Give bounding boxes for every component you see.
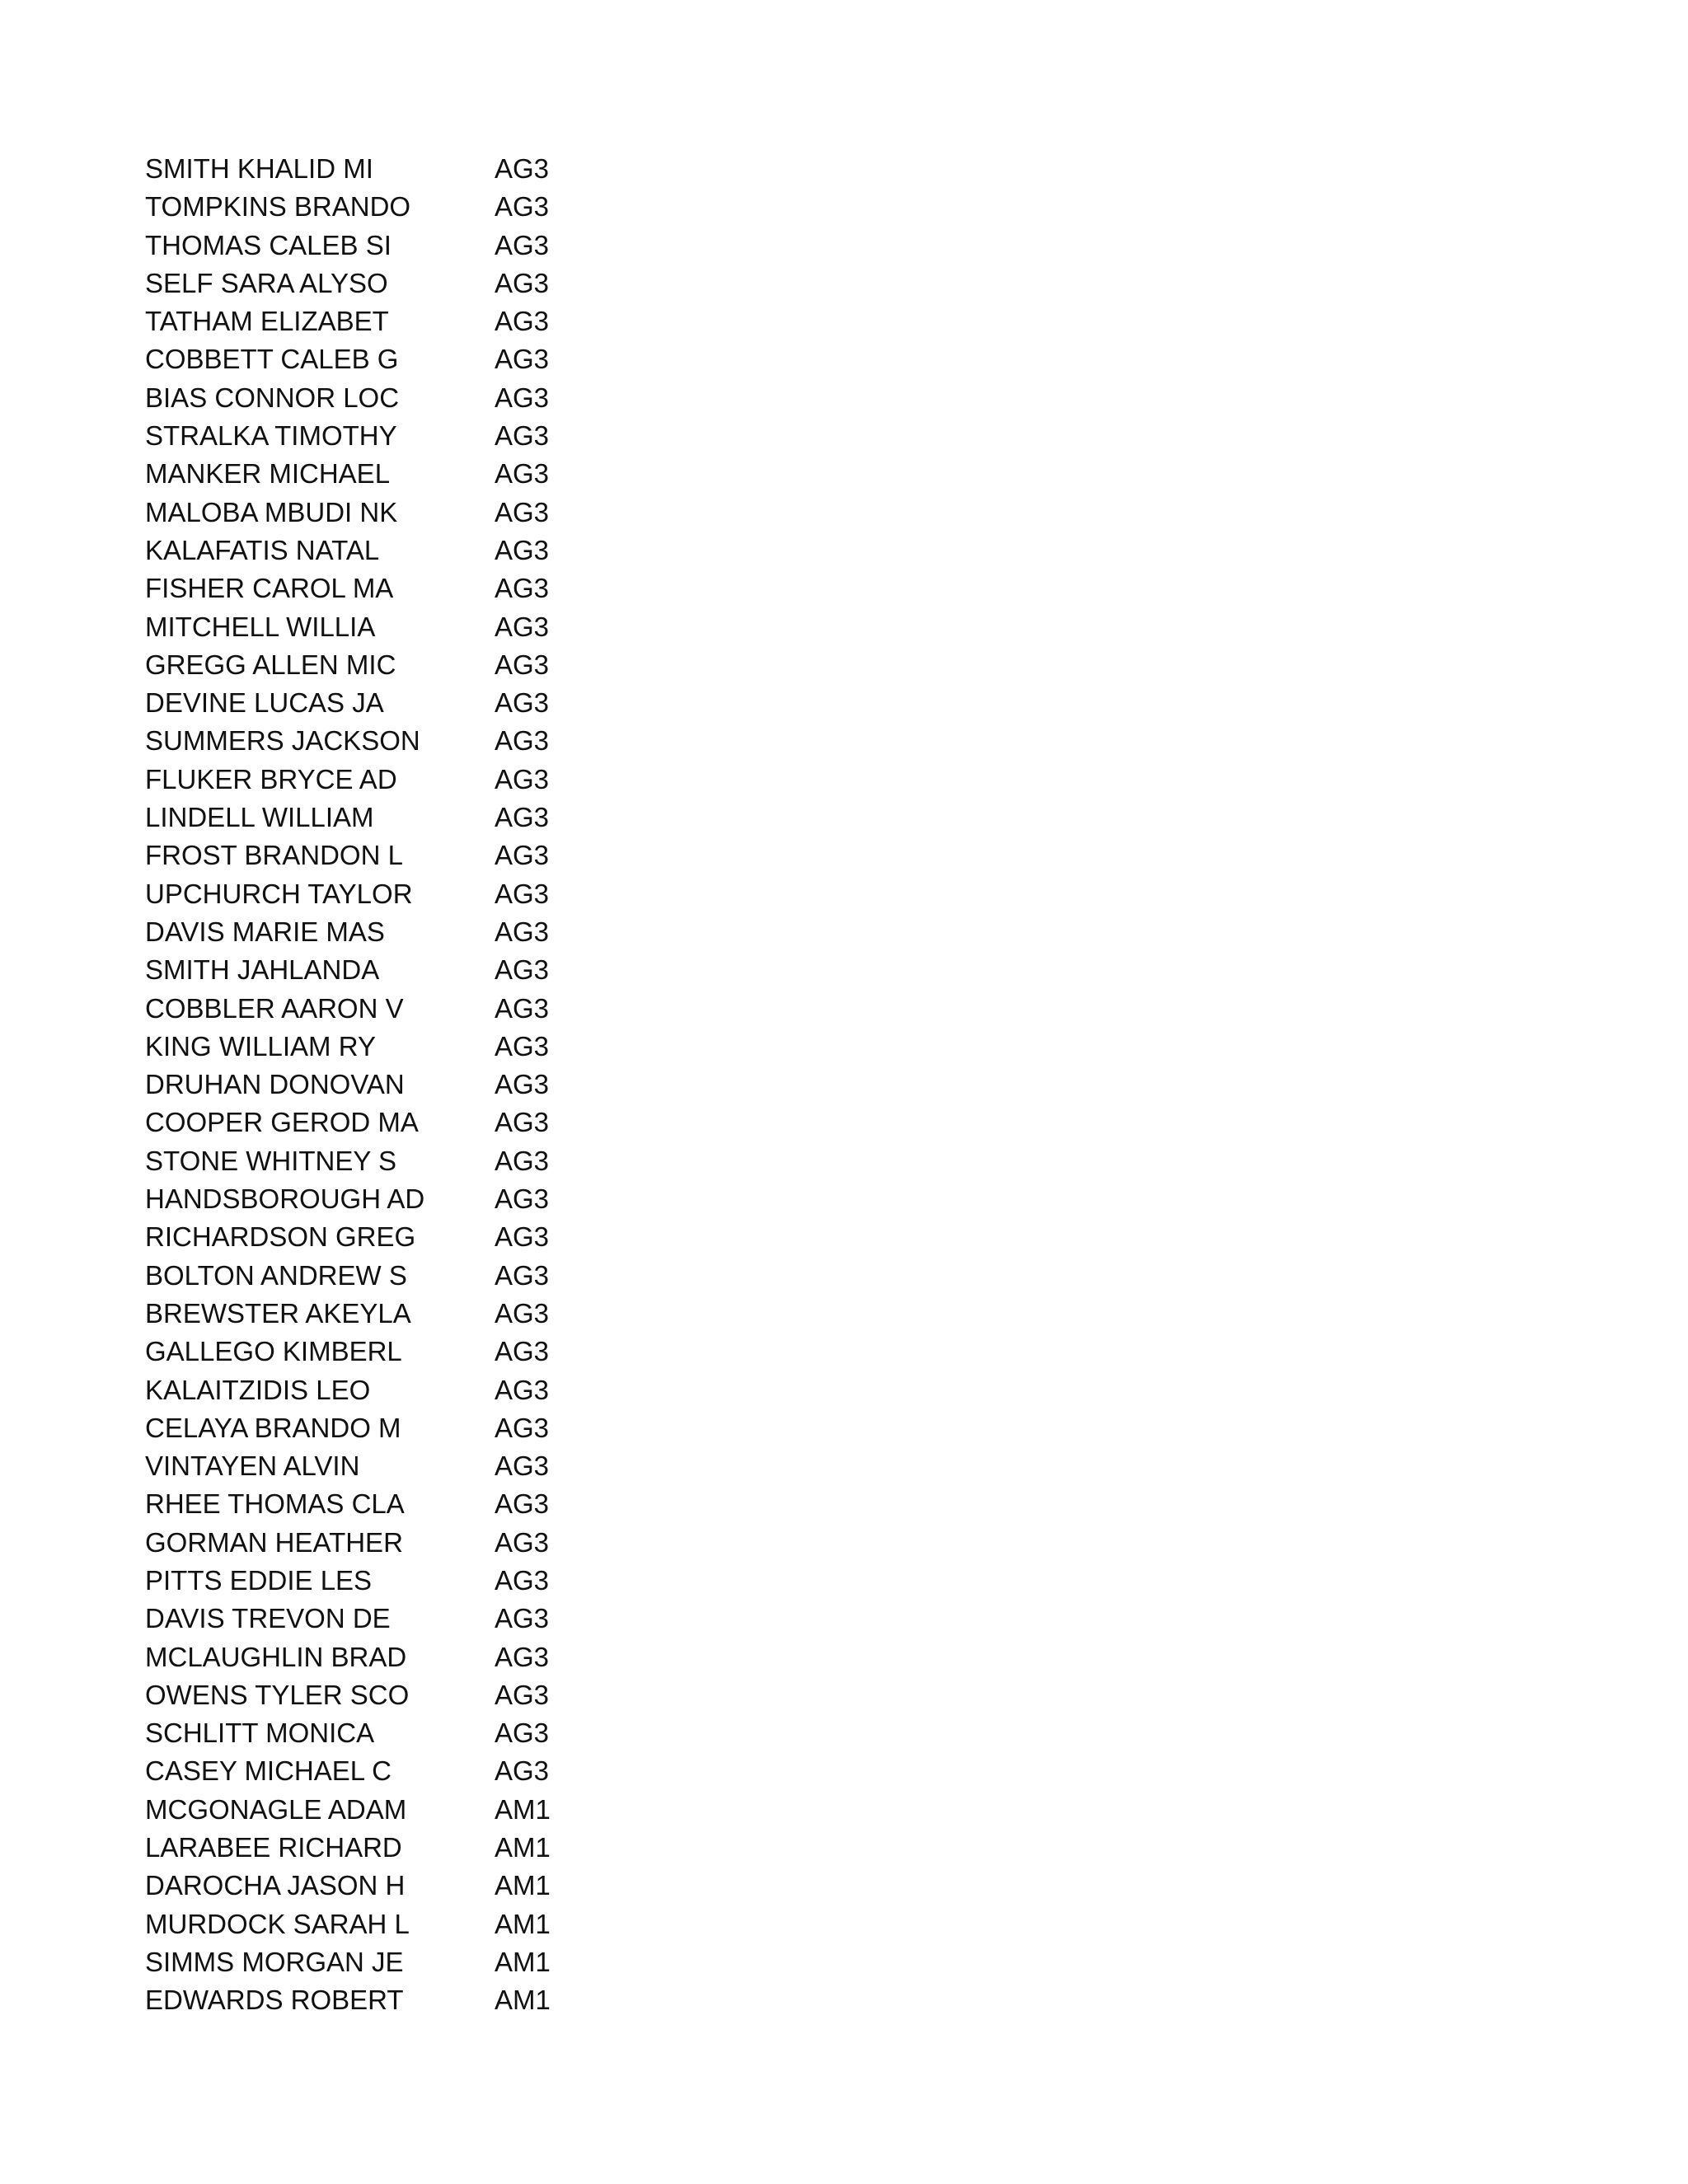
roster-name: RICHARDSON GREG: [145, 1221, 416, 1253]
roster-code: AG3: [495, 954, 550, 986]
roster-row: [145, 265, 656, 302]
roster-code: AG3: [495, 878, 550, 909]
roster-name: DAVIS MARIE MAS: [145, 916, 385, 947]
roster-name: THOMAS CALEB SI: [145, 229, 392, 260]
roster-name: COBBETT CALEB G: [145, 344, 399, 375]
roster-name: TOMPKINS BRANDO: [145, 191, 411, 223]
roster-code: AG3: [495, 1526, 550, 1558]
roster-row: [145, 1218, 656, 1256]
roster-name: BIAS CONNOR LOC: [145, 382, 400, 413]
roster-row: [145, 1333, 656, 1371]
roster-name: GREGG ALLEN MIC: [145, 649, 396, 680]
roster-code: AG3: [495, 229, 550, 260]
roster-name: LARABEE RICHARD: [145, 1832, 402, 1863]
roster-code: AG3: [495, 992, 550, 1024]
roster-name: SUMMERS JACKSON: [145, 725, 420, 757]
roster-code: AG3: [495, 1030, 550, 1062]
roster-row: [145, 1905, 656, 1943]
roster-name: FLUKER BRYCE AD: [145, 763, 397, 794]
roster-name: TATHAM ELIZABET: [145, 306, 389, 337]
roster-row: [145, 340, 656, 378]
roster-name: COOPER GEROD MA: [145, 1107, 419, 1138]
roster-list: [145, 150, 656, 2020]
roster-row: [145, 1676, 656, 1714]
roster-row: [145, 1943, 656, 1981]
roster-name: FROST BRANDON L: [145, 840, 403, 871]
roster-row: [145, 379, 656, 417]
roster-code: AG3: [495, 1221, 550, 1253]
roster-name: GALLEGO KIMBERL: [145, 1336, 402, 1367]
roster-code: AG3: [495, 382, 550, 413]
roster-name: PITTS EDDIE LES: [145, 1564, 373, 1596]
roster-row: [145, 1524, 656, 1562]
roster-code: AG3: [495, 1145, 550, 1176]
roster-name: MALOBA MBUDI NK: [145, 496, 398, 527]
roster-row: [145, 799, 656, 837]
roster-row: [145, 1638, 656, 1676]
roster-name: OWENS TYLER SCO: [145, 1679, 410, 1710]
roster-code: AG3: [495, 611, 550, 642]
roster-row: [145, 1257, 656, 1295]
roster-code: AG3: [495, 1336, 550, 1367]
roster-row: [145, 951, 656, 989]
roster-code: AG3: [495, 725, 550, 757]
roster-row: [145, 1791, 656, 1829]
roster-row: [145, 875, 656, 913]
roster-name: MITCHELL WILLIA: [145, 611, 376, 642]
roster-code: AG3: [495, 573, 550, 604]
roster-row: [145, 913, 656, 951]
roster-code: AG3: [495, 916, 550, 947]
roster-name: DAROCHA JASON H: [145, 1870, 406, 1901]
roster-name: KING WILLIAM RY: [145, 1030, 376, 1062]
roster-name: BOLTON ANDREW S: [145, 1259, 407, 1291]
roster-name: CASEY MICHAEL C: [145, 1755, 392, 1787]
roster-name: GORMAN HEATHER: [145, 1526, 403, 1558]
roster-code: AG3: [495, 153, 550, 184]
roster-row: [145, 569, 656, 607]
roster-row: [145, 532, 656, 569]
roster-name: SCHLITT MONICA: [145, 1718, 375, 1749]
roster-code: AM1: [495, 1908, 551, 1939]
roster-row: [145, 1829, 656, 1867]
roster-name: FISHER CAROL MA: [145, 573, 394, 604]
roster-code: AM1: [495, 1832, 551, 1863]
roster-code: AG3: [495, 1679, 550, 1710]
roster-row: [145, 722, 656, 760]
roster-row: [145, 1142, 656, 1180]
roster-name: MCGONAGLE ADAM: [145, 1793, 407, 1825]
roster-code: AM1: [495, 1946, 551, 1977]
roster-name: STONE WHITNEY S: [145, 1145, 396, 1176]
roster-code: AG3: [495, 649, 550, 680]
roster-code: AG3: [495, 267, 550, 298]
roster-row: [145, 417, 656, 455]
roster-row: [145, 1409, 656, 1447]
roster-code: AG3: [495, 344, 550, 375]
roster-name: SMITH KHALID MI: [145, 153, 373, 184]
roster-row: [145, 227, 656, 265]
roster-name: DAVIS TREVON DE: [145, 1603, 391, 1634]
roster-row: [145, 646, 656, 684]
roster-code: AG3: [495, 1488, 550, 1520]
roster-code: AG3: [495, 1641, 550, 1672]
roster-code: AG3: [495, 1183, 550, 1215]
roster-row: [145, 1981, 656, 2019]
roster-code: AG3: [495, 1451, 550, 1482]
roster-name: CELAYA BRANDO M: [145, 1412, 401, 1443]
roster-row: [145, 302, 656, 340]
roster-row: [145, 1180, 656, 1218]
roster-code: AM1: [495, 1870, 551, 1901]
roster-name: MANKER MICHAEL: [145, 458, 391, 490]
roster-code: AG3: [495, 840, 550, 871]
roster-code: AG3: [495, 1069, 550, 1100]
roster-code: AG3: [495, 191, 550, 223]
roster-name: VINTAYEN ALVIN: [145, 1451, 360, 1482]
roster-name: RHEE THOMAS CLA: [145, 1488, 405, 1520]
roster-name: BREWSTER AKEYLA: [145, 1297, 411, 1329]
roster-row: [145, 1028, 656, 1066]
roster-name: KALAITZIDIS LEO: [145, 1374, 371, 1405]
roster-code: AG3: [495, 687, 550, 719]
roster-row: [145, 1562, 656, 1600]
roster-row: [145, 188, 656, 226]
roster-code: AG3: [495, 420, 550, 452]
roster-row: [145, 1867, 656, 1905]
roster-row: [145, 837, 656, 874]
roster-code: AM1: [495, 1985, 551, 2016]
roster-name: MURDOCK SARAH L: [145, 1908, 410, 1939]
roster-code: AG3: [495, 1259, 550, 1291]
roster-name: SELF SARA ALYSO: [145, 267, 388, 298]
roster-code: AG3: [495, 763, 550, 794]
roster-row: [145, 494, 656, 532]
roster-row: [145, 1066, 656, 1104]
roster-code: AG3: [495, 1564, 550, 1596]
roster-code: AG3: [495, 1603, 550, 1634]
roster-code: AG3: [495, 1718, 550, 1749]
roster-row: [145, 684, 656, 722]
roster-code: AG3: [495, 1374, 550, 1405]
roster-code: AG3: [495, 306, 550, 337]
roster-code: AG3: [495, 496, 550, 527]
roster-name: UPCHURCH TAYLOR: [145, 878, 413, 909]
roster-row: [145, 1447, 656, 1485]
roster-row: [145, 1485, 656, 1523]
roster-row: [145, 1104, 656, 1141]
roster-code: AG3: [495, 802, 550, 833]
roster-code: AG3: [495, 534, 550, 565]
roster-name: DEVINE LUCAS JA: [145, 687, 384, 719]
roster-name: COBBLER AARON V: [145, 992, 404, 1024]
roster-name: KALAFATIS NATAL: [145, 534, 380, 565]
roster-code: AG3: [495, 1412, 550, 1443]
roster-row: [145, 1752, 656, 1790]
roster-code: AM1: [495, 1793, 551, 1825]
roster-code: AG3: [495, 1107, 550, 1138]
roster-row: [145, 1600, 656, 1638]
roster-name: EDWARDS ROBERT: [145, 1985, 404, 2016]
roster-row: [145, 150, 656, 188]
roster-code: AG3: [495, 1297, 550, 1329]
roster-name: MCLAUGHLIN BRAD: [145, 1641, 407, 1672]
roster-row: [145, 1371, 656, 1409]
roster-name: HANDSBOROUGH AD: [145, 1183, 425, 1215]
roster-row: [145, 608, 656, 646]
roster-row: [145, 990, 656, 1028]
roster-name: DRUHAN DONOVAN: [145, 1069, 405, 1100]
roster-name: STRALKA TIMOTHY: [145, 420, 397, 452]
roster-code: AG3: [495, 1755, 550, 1787]
roster-name: SIMMS MORGAN JE: [145, 1946, 404, 1977]
roster-row: [145, 761, 656, 799]
roster-row: [145, 455, 656, 493]
roster-row: [145, 1714, 656, 1752]
roster-row: [145, 1295, 656, 1333]
roster-code: AG3: [495, 458, 550, 490]
roster-name: SMITH JAHLANDA: [145, 954, 380, 986]
roster-name: LINDELL WILLIAM: [145, 802, 374, 833]
